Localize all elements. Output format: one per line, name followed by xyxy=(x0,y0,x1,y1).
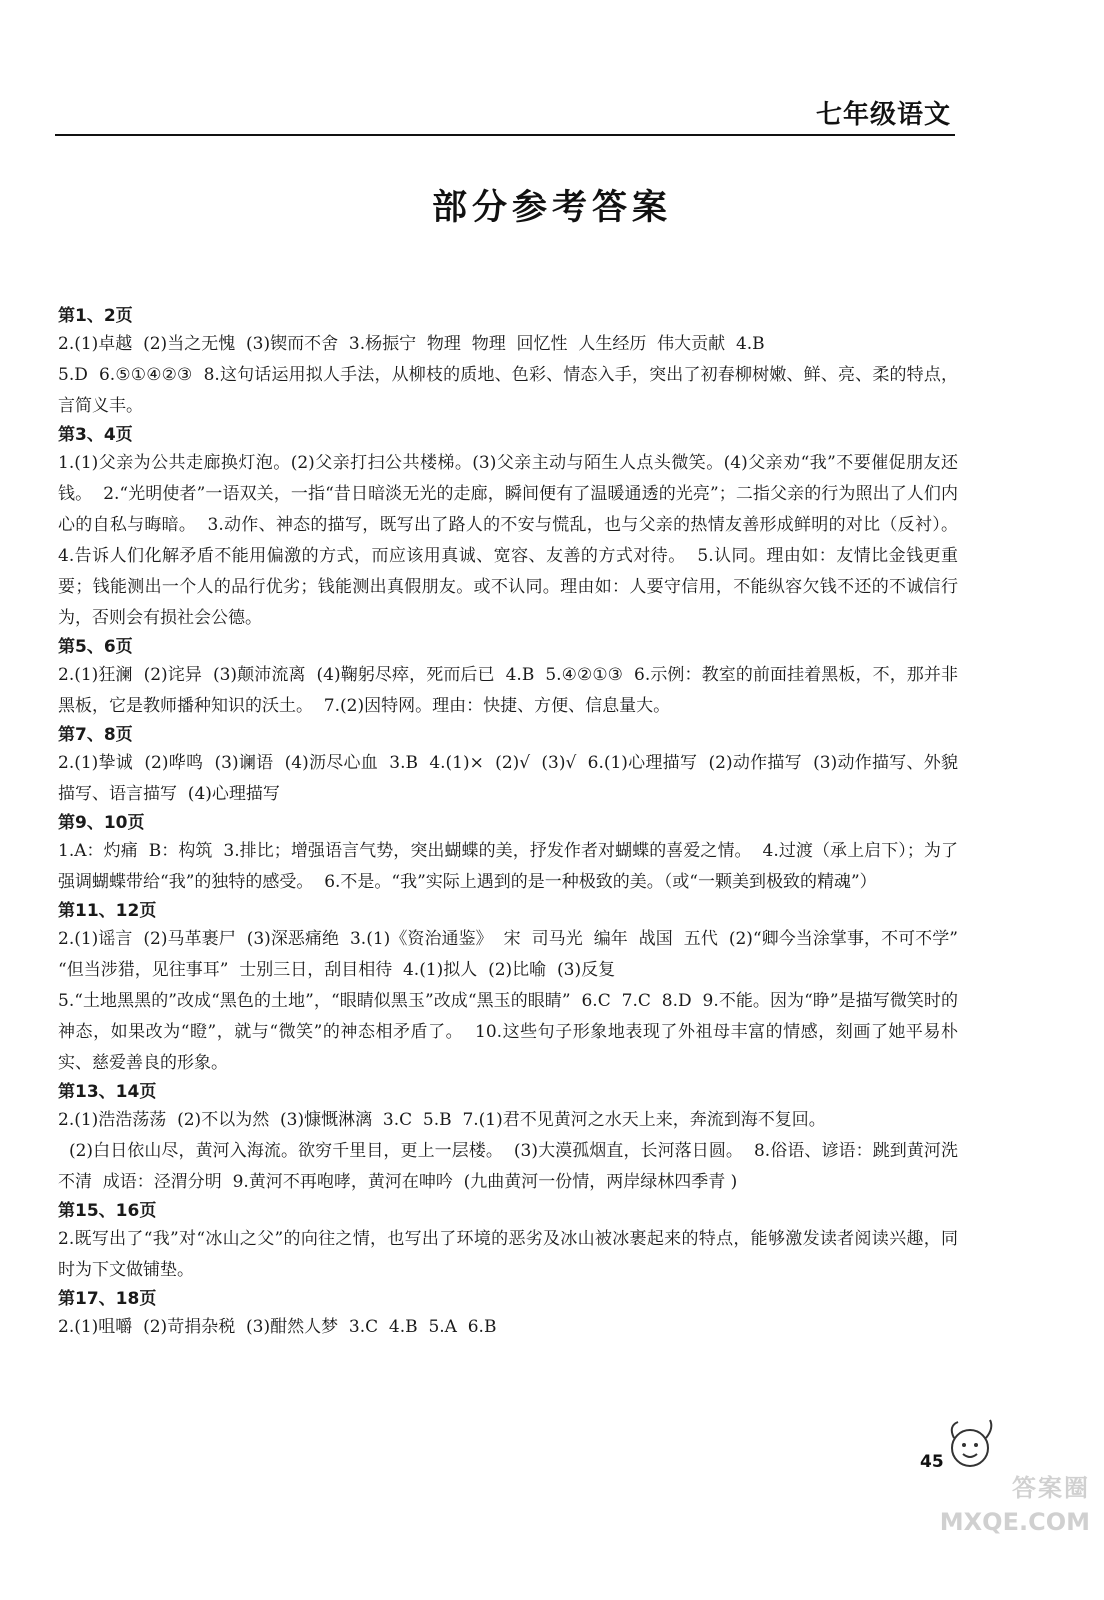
answer-section xyxy=(58,422,969,634)
section-body: 2.既写出了“我”对“冰山之父”的向往之情，也写出了环境的恶劣及冰山被冰裹起来的特点，能够激发读者阅读兴趣，同时为下文做铺垫。 xyxy=(58,1229,958,1280)
answer-section xyxy=(58,1079,958,1198)
answer-section xyxy=(58,898,958,1079)
answer-section xyxy=(58,810,958,898)
answer-section xyxy=(58,1286,958,1343)
section-heading: 第13、14页 xyxy=(58,1082,157,1102)
section-body: 2.(1)挚诚 (2)哗鸣 (3)谰语 (4)沥尽心血 3.B 4.(1)× (2)√ (3)√ 6.(1)心理描写 (2)动作描写 (3)动作描写、外貌描写、语言描写 (4)心理描写 xyxy=(58,753,958,804)
watermark-logo: 答案圈 xyxy=(1012,1474,1090,1502)
section-heading: 第17、18页 xyxy=(58,1289,157,1309)
page-header xyxy=(55,90,955,136)
section-heading: 第15、16页 xyxy=(58,1201,157,1221)
section-body: 2.(1)谣言 (2)马革裹尸 (3)深恶痛绝 3.(1)《资治通鉴》 宋 司马光 编年 战国 五代 (2)“卿今当涂掌事，不可不学” “但当涉猎，见往事耳” 士别三日，刮目相待 4.(1)拟人 (2)比喻 (3)反复 5.“土地黑黑的”改成“黑色的土地”，“眼睛似黑玉”改成“黑玉的眼睛” 6.C 7.C 8.D 9.不能。因为“睁”是描写微笑时的神态，如果改为“瞪”，就与“微笑”的神态相矛盾了。 10.这些句子形象地表现了外祖母丰富的情感，刻画了她平易朴实、慈爱善良的形象。 xyxy=(58,929,958,1073)
section-heading: 第11、12页 xyxy=(58,901,157,921)
section-body: 2.(1)卓越 (2)当之无愧 (3)锲而不舍 3.杨振宁 物理 物理 回忆性 人生经历 伟大贡献 4.B 5.D 6.⑤①④②③ 8.这句话运用拟人手法，从柳枝的质地、色彩、情态入手，突出了初春柳树嫩、鲜、亮、柔的特点，言简义丰。 xyxy=(58,334,958,416)
answer-section xyxy=(58,303,958,422)
page-title: 部分参考答案 xyxy=(431,188,672,228)
page-number: 45 xyxy=(920,1452,944,1472)
answer-section xyxy=(58,634,958,722)
section-body: 2.(1)浩浩荡荡 (2)不以为然 (3)慷慨淋漓 3.C 5.B 7.(1)君不见黄河之水天上来，奔流到海不复回。 (2)白日依山尽，黄河入海流。欲穷千里目，更上一层楼。 (3)大漠孤烟直，长河落日圆。 8.俗语、谚语：跳到黄河洗不清 成语：泾渭分明 9.黄河不再咆哮，黄河在呻吟 (九曲黄河一份情，两岸绿林四季青 ) xyxy=(58,1110,958,1192)
section-body: 2.(1)狂澜 (2)诧异 (3)颠沛流离 (4)鞠躬尽瘁，死而后已 4.B 5.④②①③ 6.示例：教室的前面挂着黑板，不，那并非黑板，它是教师播种知识的沃土。 7.(2)因特网。理由：快捷、方便、信息量大。 xyxy=(58,665,958,716)
answer-list xyxy=(58,303,969,1343)
page-footer xyxy=(910,1410,1090,1560)
section-body: 1.(1)父亲为公共走廊换灯泡。(2)父亲打扫公共楼梯。(3)父亲主动与陌生人点头微笑。(4)父亲劝“我”不要催促朋友还钱。 2.“光明使者”一语双关，一指“昔日暗淡无光的走廊，瞬间便有了温暖通透的光亮”；二指父亲的行为照出了人们内心的自私与晦暗。 3.动作、神态的描写，既写出了路人的不安与慌乱，也与父亲的热情友善形成鲜明的对比（反衬）。 4.告诉人们化解矛盾不能用偏激的方式，而应该用真诚、宽容、友善的方式对待。 5.认同。理由如：友情比金钱更重要；钱能测出一个人的品行优劣；钱能测出真假朋友。或不认同。理由如：人要守信用，不能纵容欠钱不还的不诚信行为，否则会有损社会公德。 xyxy=(58,453,969,628)
section-body: 1.A：灼痛 B：构筑 3.排比；增强语言气势，突出蝴蝶的美，抒发作者对蝴蝶的喜爱之情。 4.过渡（承上启下）；为了强调蝴蝶带给“我”的独特的感受。 6.不是。“我”实际上遇到的是一种极致的美。（或“一颗美到极致的精魂”） xyxy=(58,841,958,892)
section-heading: 第7、8页 xyxy=(58,725,133,745)
section-heading: 第9、10页 xyxy=(58,813,145,833)
watermark-url: MXQE.COM xyxy=(939,1508,1090,1536)
section-heading: 第1、2页 xyxy=(58,306,133,326)
section-body: 2.(1)咀嚼 (2)苛捐杂税 (3)酣然人梦 3.C 4.B 5.A 6.B xyxy=(58,1317,497,1337)
section-heading: 第3、4页 xyxy=(58,425,133,445)
answer-section xyxy=(58,1198,958,1286)
header-title: 七年级语文 xyxy=(815,100,951,130)
answer-section xyxy=(58,722,958,810)
section-heading: 第5、6页 xyxy=(58,637,133,657)
